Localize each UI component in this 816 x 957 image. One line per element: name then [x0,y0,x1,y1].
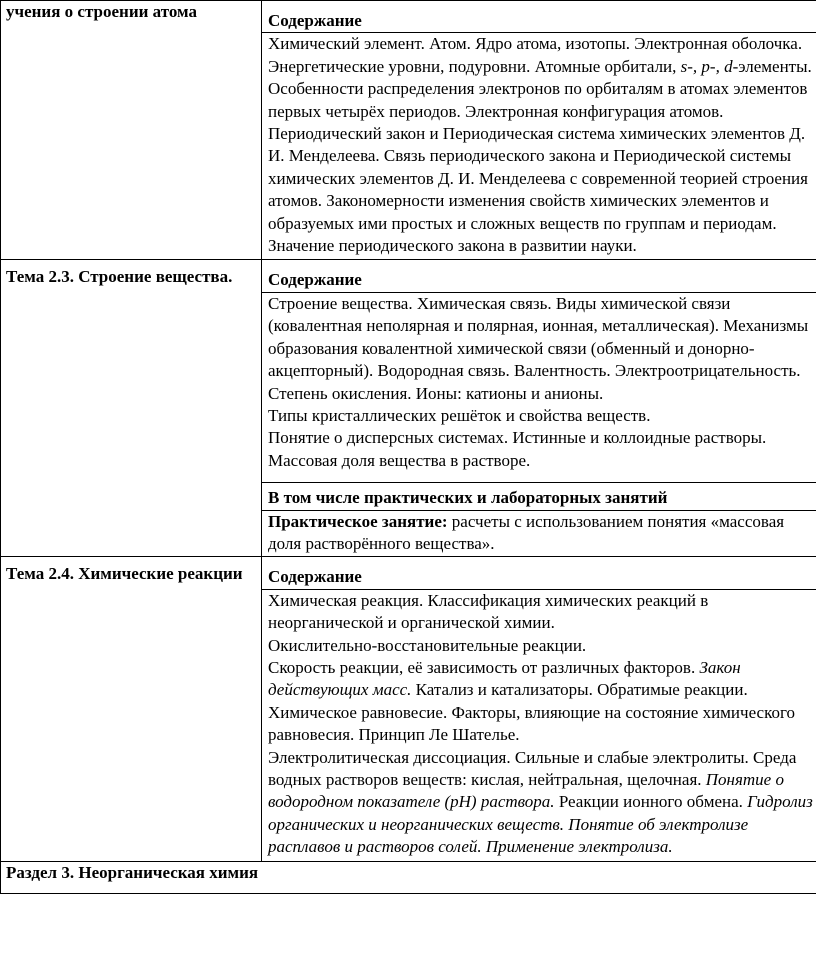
topic-cell [1,260,262,557]
topic-cell [1,557,262,861]
content-heading: Содержание [268,567,362,587]
table-row [1,861,816,893]
section-heading: Раздел 3. Неорганическая химия [1,861,816,893]
content-cell [262,1,816,260]
table-row [1,260,816,557]
orbital-types: s-, p-, d- [680,56,739,76]
topic-title: учения о строении атома [6,2,197,21]
content-heading: Содержание [268,11,362,30]
content-cell [262,557,816,861]
topic-cell [1,1,262,260]
content-cell [262,260,816,557]
content-text: Химическая реакция. Классификация химических реакций в неорганической и органической химии. Окислительно-восстановительные реакции. Скорость реакции, её зависимость от различных факторов. Закон действующих масс. Катализ и катализаторы. Обратимые реакции. Химическое равновесие. Факторы, влияющие на состояние химического равновесия. Принцип Ле Шателье. Электролитическая диссоциация. Сильные и слабые электролиты. Среда водных растворов веществ: кислая, нейтральная, щелочная. Понятие о водородном показателе (рН) раствора. Реакции ионного обмена. Гидролиз органических и неорганических веществ. Понятие об электролизе расплавов и растворов солей. Применение электролиза. [262,589,816,861]
topic-title: Тема 2.3. Строение вещества. [6,267,233,287]
content-heading: Содержание [268,270,362,290]
content-text: Строение вещества. Химическая связь. Виды химической связи (ковалентная неполярная и полярная, ионная, металлическая). Механизмы образования ковалентной химической связи (обменный и донорно-акцепторный). Водородная связь. Валентность. Электроотрицательность. Степень окисления. Ионы: катионы и анионы. Типы кристаллических решёток и свойства веществ. Понятие о дисперсных системах. Истинные и коллоидные растворы. Массовая доля вещества в растворе. [262,292,816,482]
topic-title: Тема 2.4. Химические реакции [6,564,243,584]
table-row [1,1,816,260]
practice-heading: В том числе практических и лабораторных занятий [268,488,668,508]
table-row [1,557,816,861]
practice-text: Практическое занятие: расчеты с использованием понятия «массовая доля растворённого вещества». [262,510,816,557]
practice-label: Практическое занятие: [268,511,448,531]
content-text: Химический элемент. Атом. Ядро атома, изотопы. Электронная оболочка. Энергетические уровни, подуровни. Атомные орбитали, s-, p-, d-элементы. Особенности распределения электронов по орбиталям в атомах элементов первых четырёх периодов. Электронная конфигурация атомов. Периодический закон и Периодическая система химических элементов Д. И. Менделеева. Связь периодического закона и Периодической системы химических элементов Д. И. Менделеева с современной теорией строения атомов. Закономерности изменения свойств химических элементов и образуемых ими простых и сложных веществ по группам и периодам. Значение периодического закона в развитии науки. [262,32,816,259]
